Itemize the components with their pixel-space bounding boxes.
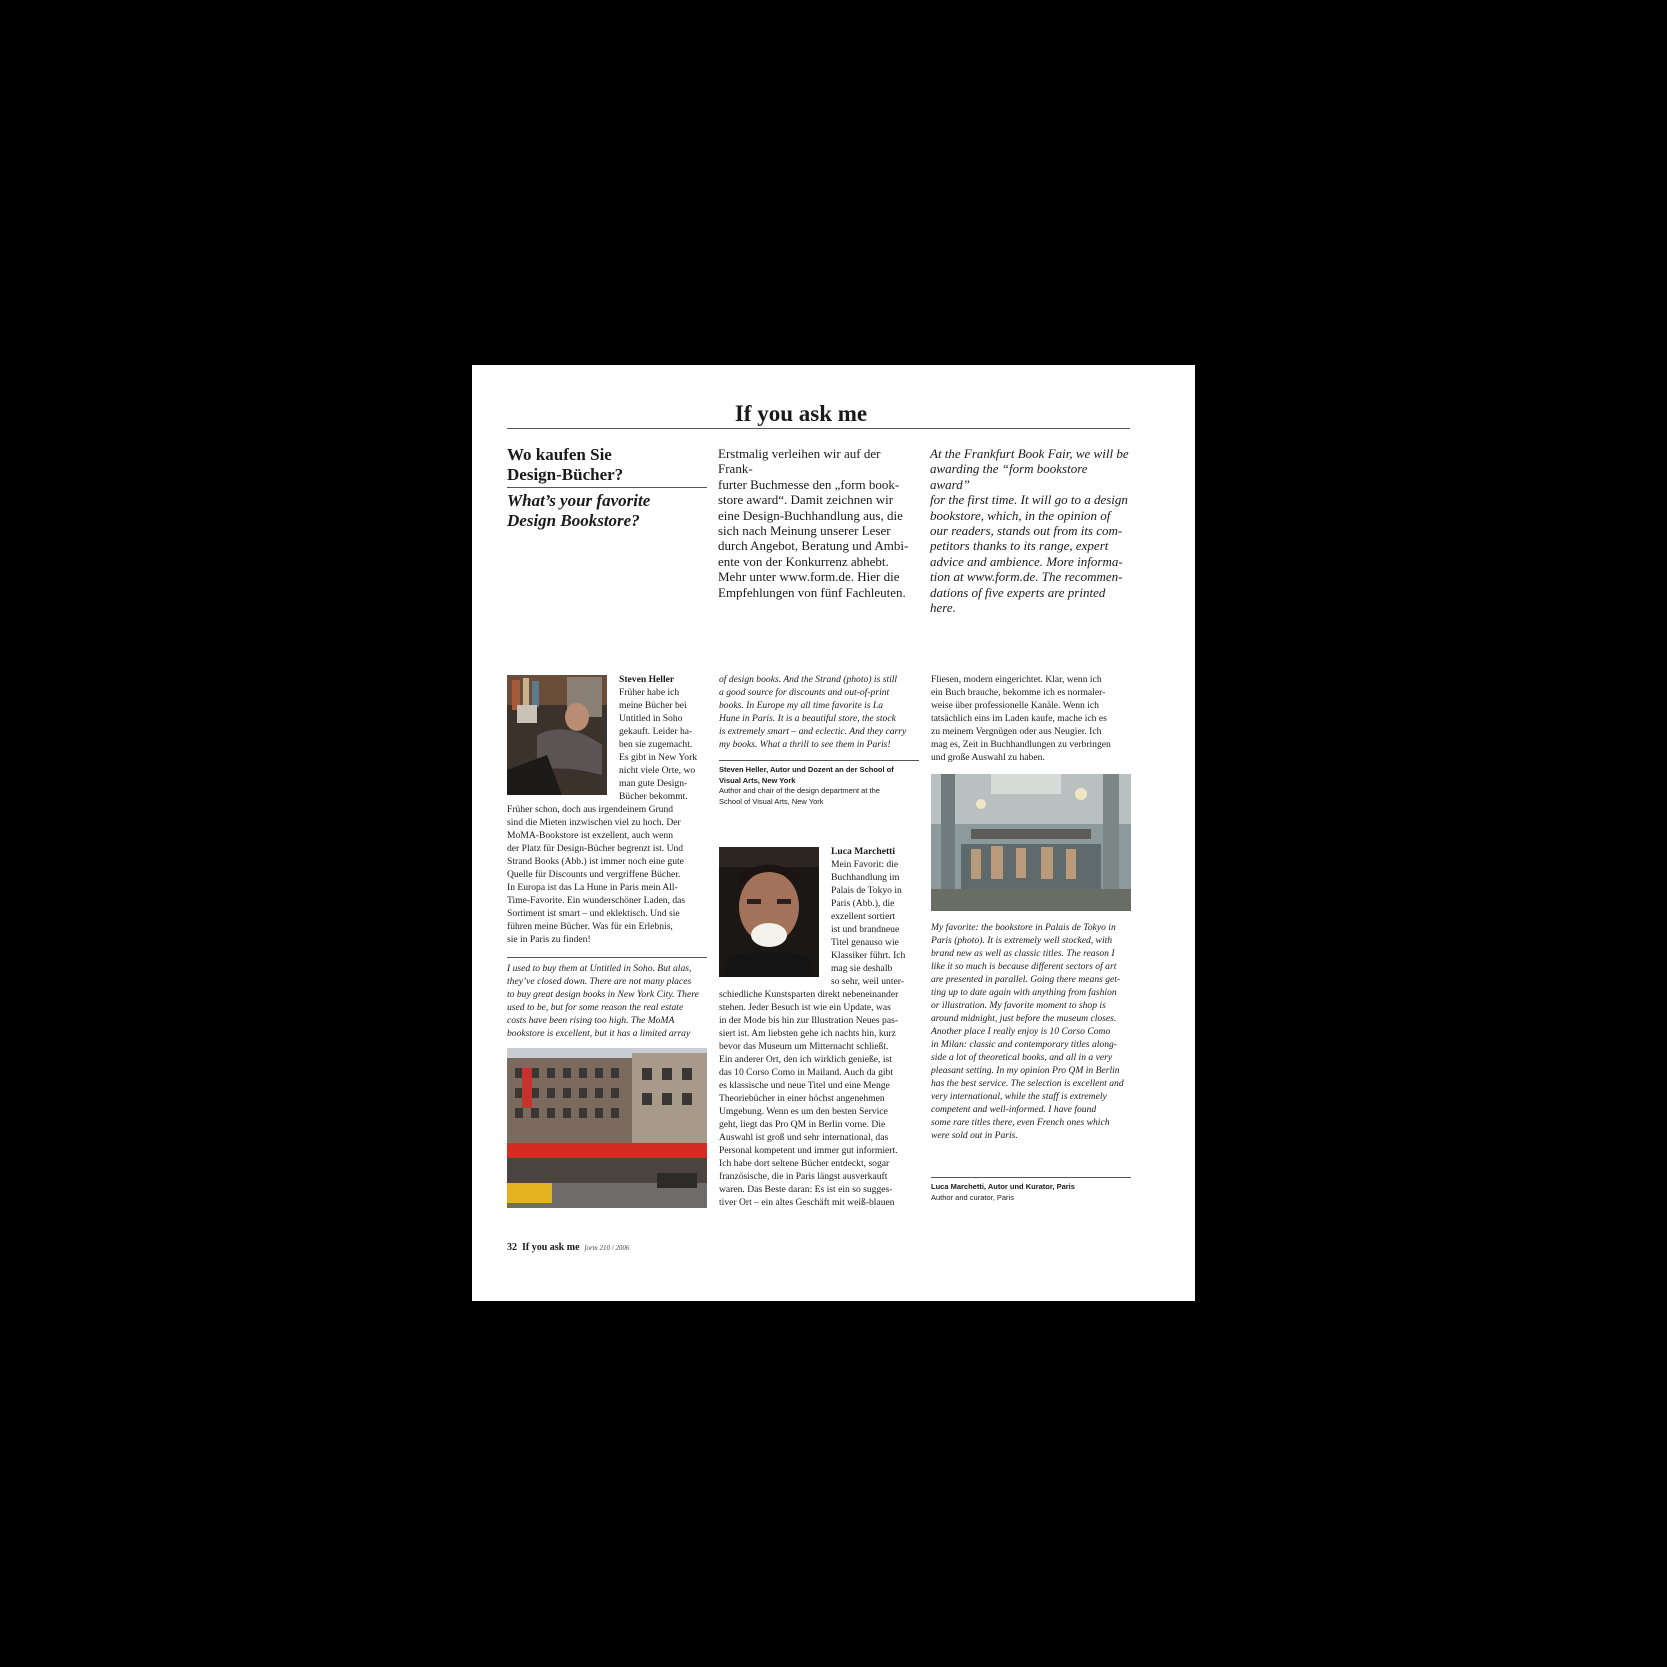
text-line: some rare titles there, even French ones which [931, 1117, 1110, 1128]
intro-line: tion at www.form.de. The recommen- [930, 569, 1123, 585]
text-line: exzellent sortiert [831, 911, 896, 922]
question-english [507, 491, 707, 531]
marchetti-credit [931, 1182, 1131, 1203]
text-line: Palais de Tokyo in [831, 885, 902, 896]
intro-line: eine Design-Buchhandlung aus, die [718, 507, 903, 523]
text-line: Fliesen, modern eingerichtet. Klar, wenn ich [931, 674, 1102, 685]
text-line: Ein anderer Ort, den ich wirklich genieße, ist [719, 1054, 892, 1065]
text-line: Bücher bekommt. [619, 791, 688, 802]
text-line: so sehr, weil unter- [831, 976, 904, 987]
intro-line: Mehr unter www.form.de. Hier die [718, 569, 900, 585]
text-line: stehen. Jeder Besuch ist wie ein Update, was [719, 1002, 891, 1013]
text-line: MoMA-Bookstore ist exzellent, auch wenn [507, 830, 673, 841]
text-line: around midnight, just before the museum closes. [931, 1013, 1117, 1024]
text-line: competent and well-informed. I have found [931, 1104, 1097, 1115]
intro-line: furter Buchmesse den „form book- [718, 476, 900, 492]
text-line: waren. Das Beste daran: Es ist ein so sugges- [719, 1184, 893, 1195]
intro-line: for the first time. It will go to a design [930, 492, 1128, 508]
text-line: sind die Mieten inzwischen viel zu hoch. Der [507, 817, 681, 828]
intro-line: awarding the “form bookstore award” [930, 461, 1088, 492]
text-line: ist und brandneue [831, 924, 900, 935]
intro-line: At the Frankfurt Book Fair, we will be [930, 446, 1129, 461]
question-german-line: Design-Bücher? [507, 465, 624, 484]
text-line: pleasant setting. In my opinion Pro QM in Berlin [931, 1065, 1120, 1076]
text-line: nicht viele Orte, wo [619, 765, 696, 776]
text-line: My favorite: the bookstore in Palais de Tokyo in [931, 922, 1116, 933]
text-line: Klassiker führt. Ich [831, 950, 906, 961]
text-line: tatsächlich eins im Laden kaufe, mache ich es [931, 713, 1107, 724]
text-line: schiedliche Kunstsparten direkt nebeneinander [719, 989, 899, 1000]
text-line: Another place I really enjoy is 10 Corso Como [931, 1026, 1111, 1037]
intro-line: ente von der Konkurrenz abhebt. [718, 553, 889, 569]
credit-name: Luca Marchetti, Autor und Kurator, Paris [931, 1182, 1075, 1191]
intro-line: dations of five experts are printed here. [930, 584, 1106, 616]
intro-line: our readers, stands out from its com- [930, 523, 1123, 539]
intro-line: petitors thanks to its range, expert [930, 538, 1109, 554]
text-line: das 10 Corso Como in Mailand. Auch da gibt [719, 1067, 894, 1078]
text-line: Personal kompetent und immer gut informiert. [719, 1145, 898, 1156]
intro-line: durch Angebot, Beratung und Ambi- [718, 538, 909, 554]
footer-issue: form 210 / 2006 [584, 1244, 630, 1252]
page-footer [507, 1242, 629, 1254]
heller-credit [719, 765, 919, 807]
text-line: führen meine Bücher. Was für ein Erlebnis, [507, 921, 673, 932]
credit-name: Steven Heller, Autor und Dozent an der School of [719, 765, 894, 774]
footer-section: If you ask me [522, 1242, 580, 1253]
text-line: is extremely smart – and eclectic. And they carry [719, 726, 907, 737]
marchetti-text-continued [931, 673, 1131, 764]
marchetti-text-narrow [831, 858, 921, 988]
text-line: man gute Design- [619, 778, 688, 789]
intro-line: Empfehlungen von fünf Fachleuten. [718, 584, 906, 600]
text-line: costs have been rising too high. The MoMA [507, 1015, 675, 1026]
page-title: If you ask me [734, 401, 868, 426]
text-line: Sortiment ist smart – und eklektisch. Und sie [507, 908, 680, 919]
marchetti-text-wide [719, 988, 919, 1209]
text-line: französische, die in Paris längst ausverkauft [719, 1171, 888, 1182]
text-line: ein Buch brauche, bekomme ich es normaler- [931, 687, 1106, 698]
text-line: bevor das Museum um Mitternacht schließt. [719, 1041, 889, 1052]
marchetti-text-english [931, 921, 1136, 1142]
text-line: were sold out in Paris. [931, 1130, 1018, 1141]
text-line: ting up to date again with anything from fashion [931, 987, 1117, 998]
text-line: Theoriebücher in einer höchst angenehmen [719, 1093, 885, 1104]
text-line: in der Mode bis hin zur Illustration Neues pas- [719, 1015, 899, 1026]
text-line: in Milan: classic and contemporary titles along- [931, 1039, 1117, 1050]
text-line: my books. What a thrill to see them in Paris! [719, 739, 891, 750]
text-line: Paris (Abb.), die [831, 898, 895, 909]
text-line: Strand Books (Abb.) ist immer noch eine gute [507, 856, 684, 867]
strand-books-photo [507, 1048, 707, 1208]
text-line: to buy great design books in New York City. There [507, 989, 699, 1000]
text-line: gekauft. Leider ha- [619, 726, 693, 737]
text-line: mag sie deshalb [831, 963, 893, 974]
steven-heller-photo [507, 675, 607, 795]
palais-de-tokyo-photo [931, 774, 1131, 911]
text-line: Auswahl ist groß und sehr international, das [719, 1132, 889, 1143]
text-line: der Platz für Design-Bücher begrenzt ist. Und [507, 843, 684, 854]
intro-line: Erstmalig verleihen wir auf der Frank- [718, 446, 881, 477]
text-line: Untitled in Soho [619, 713, 683, 724]
author-name: Steven Heller [619, 674, 675, 685]
text-line: side a lot of theoretical books, and all in a very [931, 1052, 1113, 1063]
text-line: Früher schon, doch aus irgendeinem Grund [507, 804, 674, 815]
text-line: siert ist. Am liebsten gehe ich nachts hin, kurz [719, 1028, 896, 1039]
question-german [507, 445, 707, 485]
text-line: meine Bücher bei [619, 700, 687, 711]
text-line: are presented in parallel. Going there means get- [931, 974, 1121, 985]
heller-text-english [507, 962, 707, 1040]
question-german-line: Wo kaufen Sie [507, 445, 612, 464]
text-line: Paris (photo). It is extremely well stocked, with [931, 935, 1113, 946]
text-line: a good source for discounts and out-of-print [719, 687, 890, 698]
text-line: Quelle für Discounts und vergriffene Bücher. [507, 869, 681, 880]
text-line: sie in Paris zu finden! [507, 934, 591, 945]
heller-text-english-continued [719, 673, 919, 751]
heller-text-narrow [619, 686, 709, 803]
intro-german [718, 446, 918, 600]
intro-line: store award“. Damit zeichnen wir [718, 492, 894, 508]
credit-line: Author and chair of the design department at the [719, 786, 880, 795]
intro-line: sich nach Meinung unserer Leser [718, 523, 891, 539]
text-line: Time-Favorite. Ein wunderschöner Laden, das [507, 895, 686, 906]
text-line: Hune in Paris. It is a beautiful store, the stock [719, 713, 896, 724]
text-line: or illustration. My favorite moment to shop is [931, 1000, 1106, 1011]
text-line: Umgebung. Wenn es um den besten Service [719, 1106, 888, 1117]
text-line: es klassische und neue Titel und eine Menge [719, 1080, 890, 1091]
text-line: I used to buy them at Untitled in Soho. But alas, [507, 963, 692, 974]
title-rule [507, 428, 1130, 429]
text-line: weise über professionelle Kanäle. Wenn ich [931, 700, 1099, 711]
text-line: of design books. And the Strand (photo) is still [719, 674, 898, 685]
section-rule [507, 957, 707, 958]
text-line: has the best service. The selection is excellent and [931, 1078, 1124, 1089]
text-line: Mein Favorit: die [831, 859, 899, 870]
text-line: tiver Ort – ein altes Geschäft mit weiß-blauen [719, 1197, 895, 1208]
text-line: Ich habe dort seltene Bücher entdeckt, sogar [719, 1158, 890, 1169]
text-line: Buchhandlung im [831, 872, 900, 883]
text-line: Titel genauso wie [831, 937, 899, 948]
text-line: brand new as well as classic titles. The reason I [931, 948, 1115, 959]
text-line: they’ve closed down. There are not many places [507, 976, 692, 987]
text-line: und große Auswahl zu haben. [931, 752, 1045, 763]
credit-line: Author and curator, Paris [931, 1192, 1014, 1202]
text-line: ben sie zugemacht. [619, 739, 693, 750]
text-line: like it so much is because different sectors of art [931, 961, 1117, 972]
author-name: Luca Marchetti [831, 846, 896, 857]
text-line: used to be, but for some reason the real estate [507, 1002, 684, 1013]
credit-name: Visual Arts, New York [719, 775, 796, 785]
heller-text-wide [507, 803, 707, 946]
section-rule [719, 760, 919, 761]
question-english-line: Design Bookstore? [507, 511, 640, 530]
page-number: 32 [507, 1242, 517, 1253]
intro-line: bookstore, which, in the opinion of [930, 507, 1111, 523]
text-line: books. In Europe my all time favorite is La [719, 700, 884, 711]
text-line: very international, while the staff is extremely [931, 1091, 1107, 1102]
text-line: geht, liegt das Pro QM in Berlin vorne. Die [719, 1119, 886, 1130]
luca-marchetti-photo [719, 847, 819, 977]
magazine-page [472, 365, 1195, 1301]
question-rule [507, 487, 707, 488]
text-line: zu meinem Vergnügen oder aus Neugier. Ich [931, 726, 1102, 737]
text-line: Es gibt in New York [619, 752, 698, 763]
text-line: Früher habe ich [619, 687, 680, 698]
text-line: In Europa ist das La Hune in Paris mein All- [507, 882, 678, 893]
intro-line: advice and ambience. More informa- [930, 553, 1123, 569]
credit-line: School of Visual Arts, New York [719, 796, 824, 806]
text-line: mag es, Zeit in Buchhandlungen zu verbringen [931, 739, 1111, 750]
text-line: bookstore is excellent, but it has a limited array [507, 1028, 691, 1039]
intro-english [930, 446, 1130, 615]
section-rule [931, 1177, 1131, 1178]
question-english-line: What’s your favorite [507, 491, 651, 510]
